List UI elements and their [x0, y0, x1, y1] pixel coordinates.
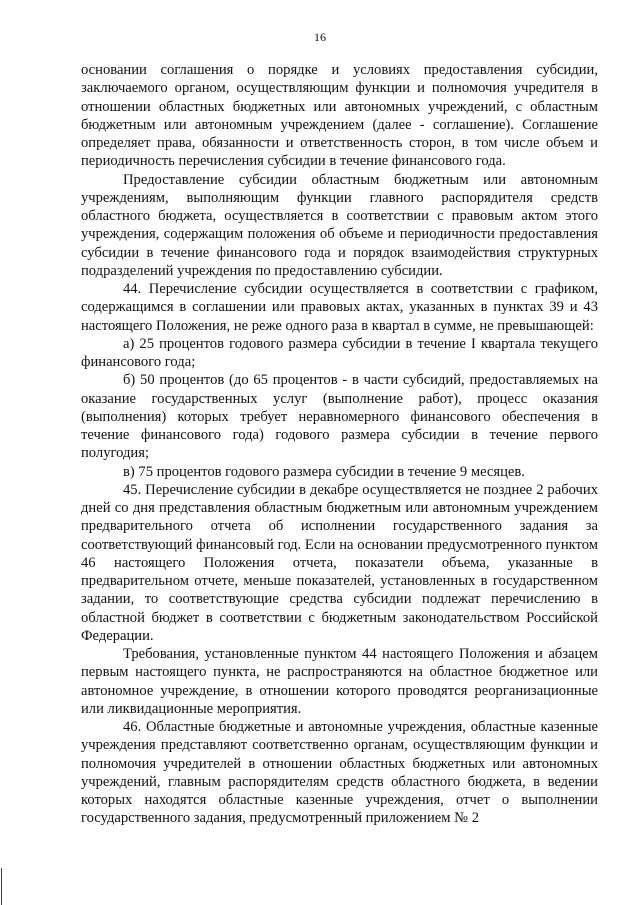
- paragraph-9: 46. Областные бюджетные и автономные учреждения, областные казенные учреждения представляют соответственно органам, осуществляющим функции и полномочия учредителей в отношении областных бюджетных или автономных учреждений, главным распорядителям средств областного бюджета, в ведении которых находятся областные казенные учреждения, отчет о выполнении государственного задания, предусмотренный приложением № 2: [81, 719, 598, 827]
- paragraph-6: в) 75 процентов годового размера субсидии в течение 9 месяцев.: [123, 463, 525, 480]
- body-text: [81, 61, 598, 828]
- paragraph-2: Предоставление субсидии областным бюджетным или автономным учреждениям, выполняющим функции главного распорядителя средств областного бюджета, осуществляется в соответствии с правовым актом этого учреждения, содержащим положения об объеме и периодичности предоставления субсидии в течение финансового года и порядок взаимодействия структурных подразделений учреждения по предоставлению субсидии.: [81, 171, 598, 279]
- paragraph-1: основании соглашения о порядке и условиях предоставления субсидии, заключаемого органом, осуществляющим функции и полномочия учредителя в отношении областных бюджетных или автономных учреждений, с областным бюджетным или автономным учреждением (далее - соглашение). Соглашение определяет права, обязанности и ответственность сторон, в том числе объем и периодичность перечисления субсидии в течение финансового года.: [81, 62, 598, 170]
- paragraph-7: 45. Перечисление субсидии в декабре осуществляется не позднее 2 рабочих дней со дня представления областным бюджетным или автономным учреждением предварительного отчета об исполнении государственного задания за соответствующий финансовый год. Если на основании предусмотренного пунктом 46 настоящего Положения отчета, показатели объема, указанные в предварительном отчете, меньше показателей, установленных в государственном задании, то соответствующие средства субсидии подлежат перечислению в областной бюджет в соответствии с бюджетным законодательством Российской Федерации.: [81, 481, 598, 644]
- paragraph-3: 44. Перечисление субсидии осуществляется в соответствии с графиком, содержащимся в соглашении или правовых актах, указанных в пунктах 39 и 43 настоящего Положения, не реже одного раза в квартал в сумме, не превышающей:: [81, 281, 598, 334]
- paragraph-4: а) 25 процентов годового размера субсидии в течение I квартала текущего финансового года;: [81, 335, 598, 370]
- page-number: 16: [314, 30, 326, 44]
- scan-edge-line: [1, 868, 2, 905]
- paragraph-5: б) 50 процентов (до 65 процентов - в части субсидий, предоставляемых на оказание государственных услуг (выполнение работ), процесс оказания (выполнения) которых требует неравномерного финансового обеспечения в течение финансового года) годового размера субсидии в течение первого полугодия;: [81, 372, 598, 462]
- paragraph-8: Требования, установленные пунктом 44 настоящего Положения и абзацем первым настоящего пункта, не распространяются на областное бюджетное или автономное учреждение, в отношении которого проводятся реорганизационные или ликвидационные мероприятия.: [81, 646, 598, 717]
